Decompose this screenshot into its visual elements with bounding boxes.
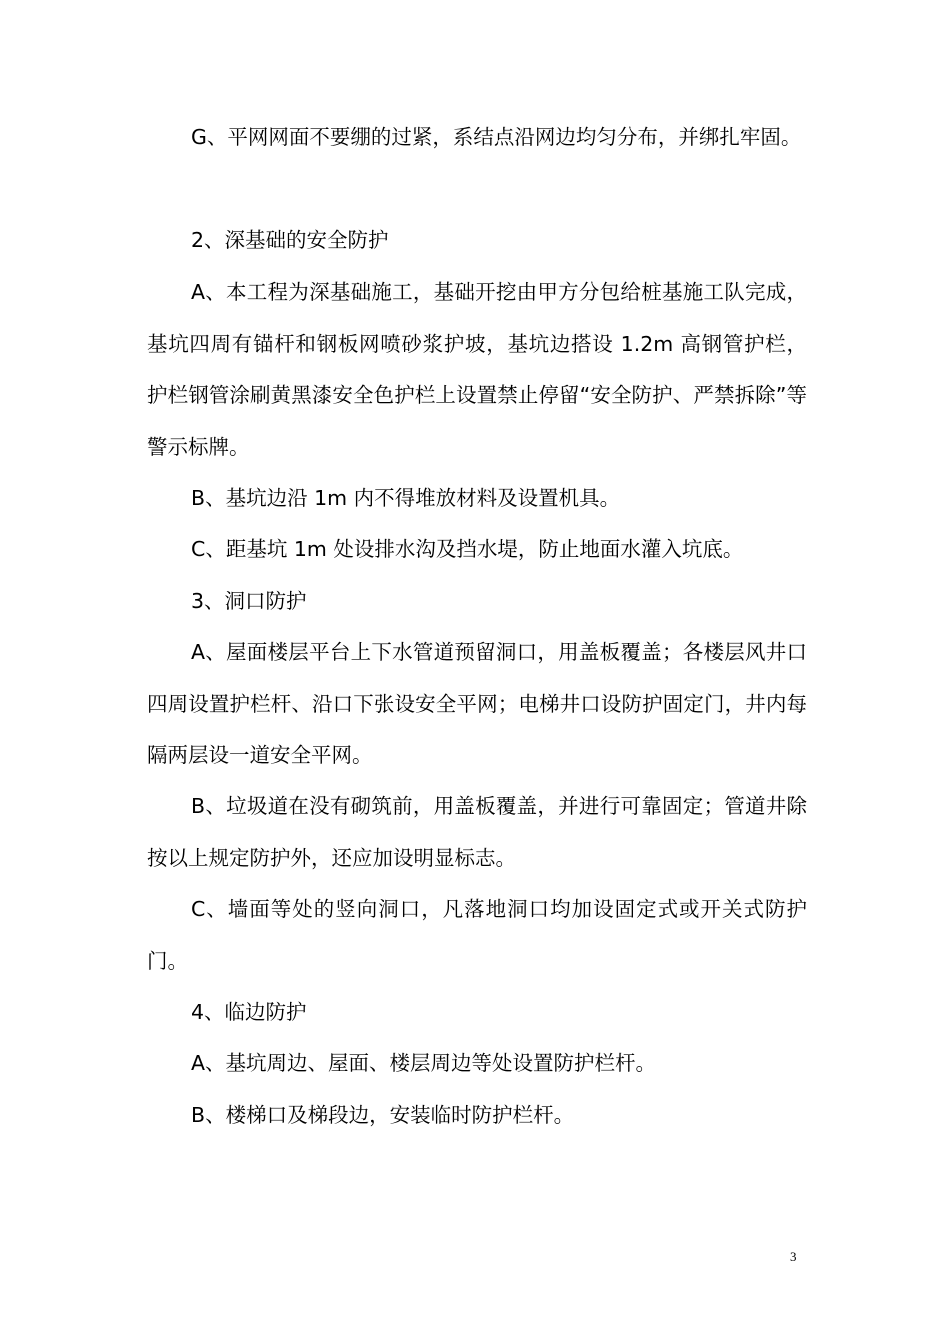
paragraph-c-wall-openings: C、墙面等处的竖向洞口，凡落地洞口均加设固定式或开关式防护门。 bbox=[147, 897, 807, 973]
heading-opening-protection: 3、洞口防护 bbox=[191, 589, 307, 613]
heading-edge-protection: 4、临边防护 bbox=[191, 1000, 307, 1024]
paragraph-g-net-tension: G、平网网面不要绷的过紧，系结点沿网边均匀分布，并绑扎牢固。 bbox=[191, 125, 802, 149]
paragraph-b-stairs: B、楼梯口及梯段边，安装临时防护栏杆。 bbox=[191, 1103, 575, 1127]
page-number: 3 bbox=[790, 1249, 797, 1264]
paragraph-a-deep-foundation: A、本工程为深基础施工，基础开挖由甲方分包给桩基施工队完成，基坑四周有锚杆和钢板网喷砂浆护坡，基坑边搭设 1.2m 高钢管护栏，护栏钢管涂刷黄黑漆安全色护栏上设置禁止停留“安全防护、严禁拆除”等警示标牌。 bbox=[147, 280, 807, 459]
paragraph-c-drainage: C、距基坑 1m 处设排水沟及挡水堤，防止地面水灌入坑底。 bbox=[191, 537, 744, 561]
paragraph-a-pit-perimeter: A、基坑周边、屋面、楼层周边等处设置防护栏杆。 bbox=[191, 1051, 657, 1075]
paragraph-b-pit-edge: B、基坑边沿 1m 内不得堆放材料及设置机具。 bbox=[191, 486, 621, 510]
paragraph-a-roof-openings: A、屋面楼层平台上下水管道预留洞口，用盖板覆盖；各楼层风井口四周设置护栏杆、沿口下张设安全平网；电梯井口设防护固定门，井内每隔两层设一道安全平网。 bbox=[147, 640, 807, 767]
paragraph-b-garbage-chute: B、垃圾道在没有砌筑前，用盖板覆盖，并进行可靠固定；管道井除按以上规定防护外，还应加设明显标志。 bbox=[147, 794, 807, 870]
heading-deep-foundation: 2、深基础的安全防护 bbox=[191, 228, 389, 252]
